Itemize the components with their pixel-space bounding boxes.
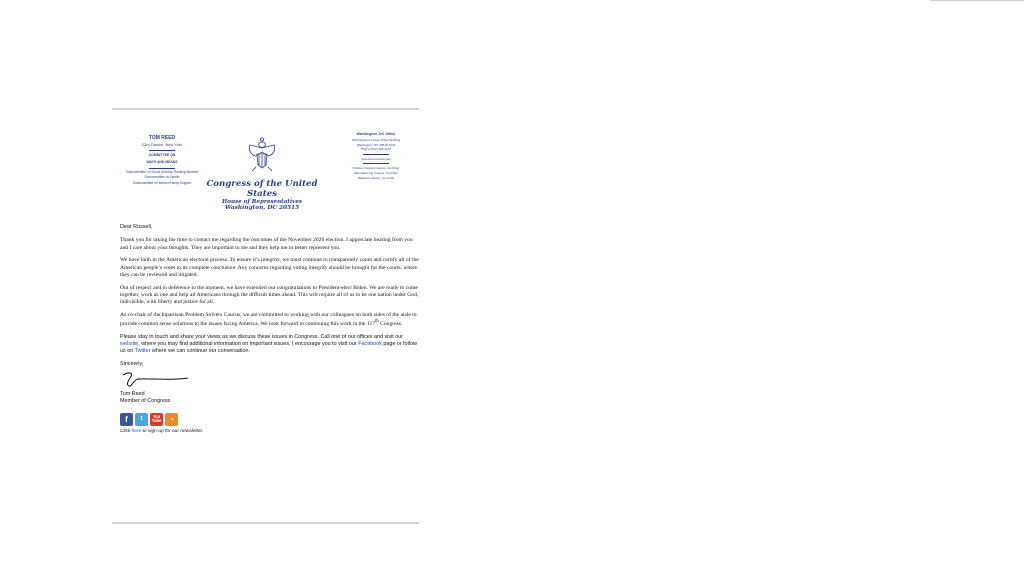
twitter-icon[interactable] <box>135 413 148 426</box>
ordinal-suffix: th <box>375 319 379 325</box>
youtube-icon[interactable] <box>150 413 163 426</box>
caucus: Problem Solvers Caucus, Co-Chair <box>352 165 400 170</box>
divider <box>149 168 175 169</box>
signer-name: Tom Reed <box>120 390 145 397</box>
district: 23rd District, New York <box>141 142 183 147</box>
paragraph-text: , where you may find additional information on important issues. I encourage you to visit our <box>138 340 359 347</box>
youtube-glyph-top: You <box>152 414 161 420</box>
house-heading: House of Representatives <box>221 199 303 205</box>
paragraph <box>120 312 420 329</box>
divider <box>149 150 175 151</box>
representative-name: TOM REED <box>148 135 176 141</box>
paragraph-text: page or follow us on <box>120 340 417 355</box>
website-link[interactable]: website <box>120 340 139 347</box>
committee-label: COMMITTEE ON <box>148 152 176 157</box>
paragraph: Out of respect and in deference to the moment, we have extended our congratulations to President-elect Biden. We are ready to come together, work as one and help all Americans through the difficult times ahead. This will require all of us to be one nation under God, indivisible, with liberty and justice for all. <box>120 284 419 306</box>
signer-title: Member of Congress <box>120 398 171 405</box>
subcommittee: Subcommittee on Health <box>144 175 180 180</box>
social-links <box>120 413 420 426</box>
website-text: www.Reed.House.gov <box>361 156 391 161</box>
city-heading: Washington, DC 20515 <box>224 205 300 211</box>
rss-icon[interactable] <box>165 413 178 426</box>
letterhead-center <box>202 136 322 211</box>
top-rule <box>112 108 419 110</box>
top-right-rule <box>930 0 1024 1</box>
newsletter-line <box>120 429 420 436</box>
subcommittee: Subcommittee on Worker/Family Support <box>132 180 192 185</box>
paragraph-text: Please stay in touch and share your views as we discuss these issues in Congress. Call one of our offices and visit our <box>120 333 404 340</box>
paragraph-text: Congress. <box>378 321 403 328</box>
youtube-glyph-bottom: Tube <box>151 418 162 424</box>
caucus: Manufacturing Caucus, Co-Chair <box>354 170 398 175</box>
facebook-link[interactable]: Facebook <box>358 340 382 347</box>
divider <box>363 154 389 155</box>
newsletter-text: Click <box>120 428 132 434</box>
subcommittee: Subcommittee on Social Security, Ranking Member <box>125 170 199 175</box>
greeting: Dear Russell, <box>120 224 153 230</box>
paragraph-text: where we can continue our conversation. <box>150 348 250 355</box>
twitter-link[interactable]: Twitter <box>134 348 151 355</box>
divider <box>363 163 389 164</box>
newsletter-text: to sign-up for our newsletter. <box>141 428 204 434</box>
paragraph-text: As co-chair of the bipartisan Problem Solvers Caucus, we are committed to working with our colleagues on both sides of the aisle to provide common sense solutions to the issues facing America. We look forward to continuing this work in the 117 <box>120 311 417 328</box>
facebook-glyph: f <box>125 414 128 424</box>
closing: Sincerely, <box>120 360 144 367</box>
great-seal-eagle-icon <box>242 136 282 176</box>
letter-document <box>112 108 419 524</box>
paragraph: We have faith in the American electoral process. To ensure it’s integrity, we must continue to transparently count and certify all of the American people’s votes to its complete conclusion. Any concerns regarding voting integrity should be brought for the courts, where they can be reviewed and litigated. <box>120 257 419 279</box>
bottom-rule <box>112 522 419 524</box>
signature-image <box>120 369 190 389</box>
newsletter-link[interactable]: here <box>131 428 142 434</box>
paragraph: Thank you for taking the time to contact me regarding the outcomes of the November 2020 election. I appreciate hearing from you and I care about your thoughts. They are important to me and they help me to better represent you. <box>120 237 413 251</box>
letter-body <box>120 224 420 435</box>
office-title: Washington, DC Office <box>356 132 396 136</box>
address-line: Washington, DC 20515-3223 <box>356 142 396 147</box>
rss-glyph: ◔ <box>169 414 174 424</box>
facebook-icon[interactable] <box>120 413 133 426</box>
caucus: Diabetes Caucus, Co-Chair <box>357 175 395 180</box>
congress-heading: Congress of the United States <box>206 179 318 199</box>
committee-name: WAYS AND MEANS <box>146 160 178 165</box>
letterhead-right-column <box>330 132 422 180</box>
address-line: 2263 Rayburn House Office Building <box>351 137 401 142</box>
paragraph <box>120 334 420 356</box>
twitter-glyph: t <box>140 416 143 422</box>
address-line: Phone (202) 225-3161 <box>360 147 392 152</box>
letterhead-left-column <box>112 134 212 186</box>
